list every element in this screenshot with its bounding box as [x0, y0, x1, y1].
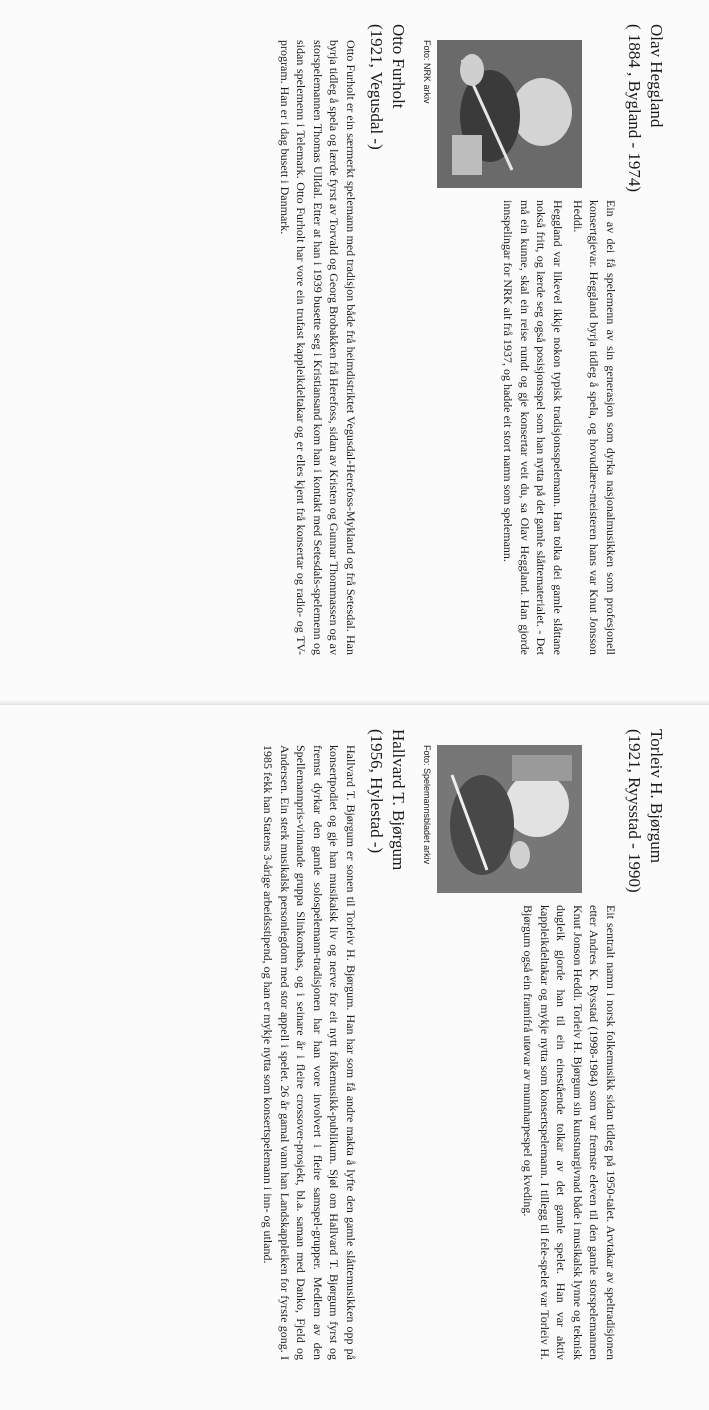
torleiv-dates: (1921, Ryysstad - 1990)	[625, 729, 644, 893]
olav-bio-1: Ein av dei få spelemenn av sin generasjon som dyrka nasjonalmusikken som profesjonell konsertgjevar. Heggland byrja tidleg å spela, og hovudlære-meisteren hans var Knut Jonsson Heddi.	[570, 200, 618, 655]
bottom-page-content	[0, 705, 709, 1410]
torleiv-name: Torleiv H. Bjørgum	[647, 729, 666, 864]
torleiv-photo-credit: Foto: Spelemannsbladet arkiv	[422, 745, 432, 865]
otto-bio: Otto Furholt er ein særmerkt spelemann med tradisjon både frå heimdistriktet Vegusdal-Herefoss-Mykland og frå Setesdal. Han byrja tidleg å spela og lærde fyrst av Torvald og Georg Brobakken frå Herefoss, sidan av Kristen og Gunnar Thommassen og av storspelemannen Thomas Ulldal. Etter at han i 1939 busette seg i Kristiansand kom han i kontakt med Setesdals-spelemenn og sidan spelemenn i Telemark. Otto Furholt har vore ein trufast kappleikdeltakar og er elles kjent frå konsertar og radio- og TV-program. Han er i dag busett i Danmark.	[277, 40, 358, 655]
torleiv-photo	[437, 745, 582, 893]
olav-photo-credit: Foto: NRK arkiv	[422, 40, 432, 104]
olav-name: Olav Heggland	[647, 24, 666, 128]
torleiv-bio: Eit sentralt namn i norsk folkemusikk sidan tidleg på 1950-talet. Arvtakar av speltradisjonen etter Andres K. Rysstad (1998-1984) som var fremste eleven til den gamle storspelemannen Knut Jonson Heddi. Torleiv H. Bjørgum sin kunstnargivnad både i musikalsk lynne og teknisk dugleik gjorde han til ein einestående tolkar av det gamle spelet. Han var aktiv kappleikdeltakar og mykje nytta som konsertspelemann. I tillegg til fele-spelet var Torleiv H. Bjørgum også ein framifrå utøvar av munnharpespel og kveding.	[521, 905, 618, 1360]
bottom-page	[0, 705, 709, 1410]
olav-dates: ( 1884 , Bygland - 1974)	[625, 24, 644, 193]
hallvard-name: Hallvard T. Bjørgum	[389, 729, 408, 871]
hallvard-dates: (1956, Hylestad -)	[367, 729, 386, 854]
otto-dates: (1921, Vegusdal -)	[367, 24, 386, 150]
olav-photo	[437, 40, 582, 188]
otto-name: Otto Furholt	[389, 24, 408, 109]
hallvard-bio: Hallvard T. Bjørgum er sonen til Torleiv H. Bjørgum. Han har som få andre makta å lyfte den gamle slåttemusikken opp på konsertpodiet og gje han musikalsk liv og nerve for eit nytt folkemusikk-publikum. Sjøl om Hallvard T. Bjørgum fyrst og fremst dyrkar den gamle solospelemann-tradisjonen har han vore involvert i fleire samspel-grupper. Medlem av den Spellemannpris-vinnande gruppa Slinkombas, og i seinare år i fleire crossover-prosjekt, bl.a. saman med Danko, Fjeld og Andersen. Ein sterk musikalsk personlegdom med stor appell i spelet. 26 år gamal vann han Landskappleiken for fyrste gong. I 1985 fekk han Statens 3-årige arbeidsstipend, og han er mykje nytta som konsertspelemann i inn- og utland.	[261, 745, 358, 1360]
olav-bio-2: Heggland var likevel ikkje nokon typisk tradisjonsspelemann. Han tolka dei gamle slåttane nokså fritt, og lærde seg også posisjonsspel som han nytta på det gamle slåttematerialet. - Det må ein kunne, skal ein reise rundt og gje konsertar veit du, sa Olav Heggland. Han gjorde innspelingar for NRK alt frå 1937, og hadde eit stort namn som spelemann.	[501, 200, 565, 655]
